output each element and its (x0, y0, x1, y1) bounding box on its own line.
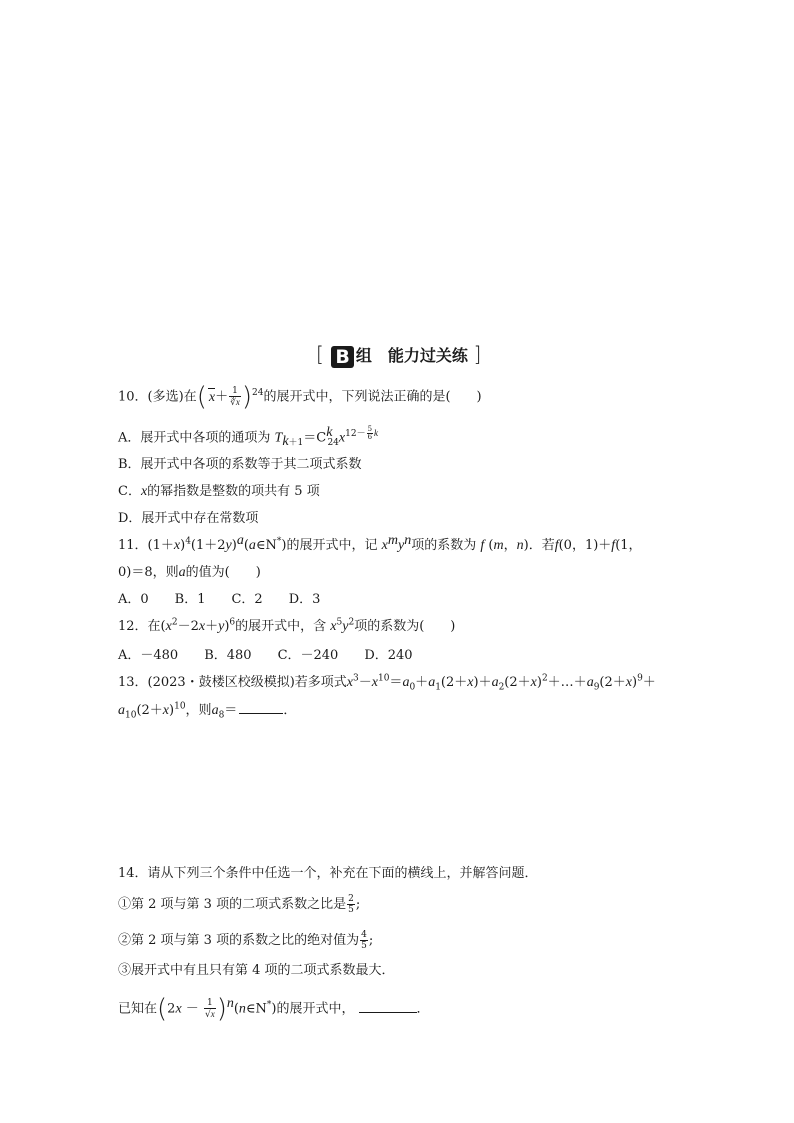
q10-option-b: B．展开式中各项的系数等于其二项式系数 (118, 457, 362, 472)
group-badge: B (331, 346, 353, 368)
answer-blank[interactable] (239, 713, 283, 714)
q14-condition-3: ③展开式中有且只有第 4 项的二项式系数最大． (118, 963, 395, 978)
q14-given: 已知在(2x － $\frac{1}{√x}$ )$^n$(n∈N*)的展开式中， ． (118, 994, 430, 1024)
q13-line2: $a_{10}(2+x)^{10}$，则$a_8=$ ． (118, 701, 297, 721)
q11-line2: 0)＝8，则a的值为( ) (118, 565, 261, 580)
q12-stem: 12．在$(x^2-2x+y)^6$的展开式中，含 $x^5y^2$项的系数为( ) (118, 617, 456, 634)
bracket-left: [ (316, 342, 324, 366)
q12-options: A．－480 B．480 C．－240 D．240 (118, 648, 413, 663)
section-title: 组 能力过关练 (355, 346, 468, 365)
q13-line1: 13．(2023・鼓楼区校级模拟)若多项式$x^3-x^{10}=a_0+a_1(2+x)+a_2(2+x)^2+\dots+a_9(2+x)^9+$ (118, 673, 656, 693)
q10-option-a: A．展开式中各项的通项为 $T_{k+1}=C^k_{24}x^{12- \frac{5}{6} k}$ (118, 425, 379, 449)
q14-stem: 14．请从下列三个条件中任选一个，补充在下面的横线上，并解答问题． (118, 866, 538, 881)
q11-options: A．0 B．1 C．2 D．3 (118, 592, 321, 607)
q14-condition-2: ②第 2 项与第 3 项的系数之比的绝对值为 $\frac{4}{5}$ ; (118, 930, 374, 951)
section-header (316, 342, 481, 368)
q10-stem: 10．(多选)在( x＋ $\frac{1}{∛x}$ )$^{24}$的展开式中，下列说法正确的是( ) (118, 382, 482, 412)
q11-line1: 11．$(1+x)^4(1+2y)^a(a\in N^*)$的展开式中，记 $x^my^n$项的系数为 f (m，n)．若f(0，1)＋f(1， (118, 532, 642, 553)
q10-option-d: D．展开式中存在常数项 (118, 511, 259, 526)
condition-blank[interactable] (359, 1012, 417, 1013)
q10-option-c: C．x的幂指数是整数的项共有 5 项 (118, 484, 320, 499)
bracket-right: ] (473, 342, 482, 366)
q14-condition-1: ①第 2 项与第 3 项的二项式系数之比是 $\frac{2}{5}$ ; (118, 894, 361, 915)
